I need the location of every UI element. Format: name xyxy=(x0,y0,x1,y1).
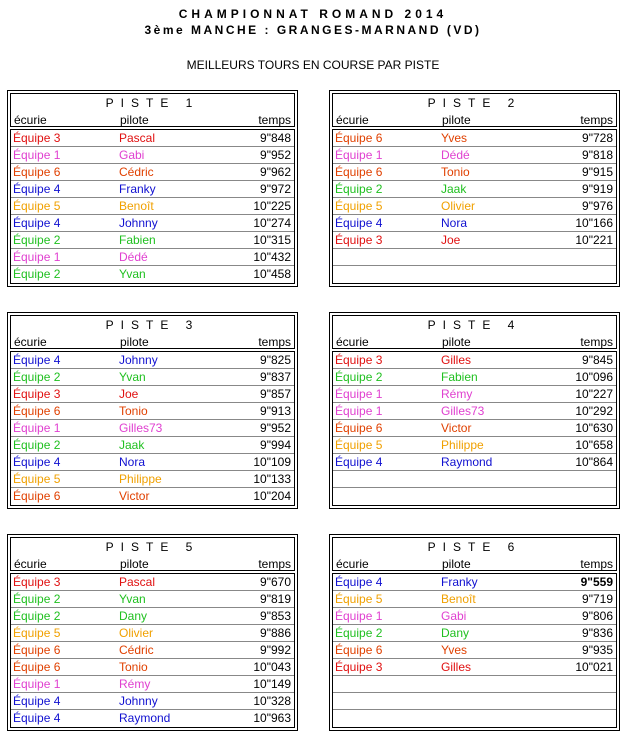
piste-header xyxy=(332,537,617,571)
time-cell: 10"864 xyxy=(575,455,613,469)
time-cell: 9"992 xyxy=(260,643,291,657)
pilot-cell: Pascal xyxy=(119,575,156,589)
team-cell: Équipe 1 xyxy=(335,387,383,401)
table-row xyxy=(11,369,294,386)
team-cell: Équipe 3 xyxy=(335,233,383,247)
pilot-cell: Gabi xyxy=(119,148,145,162)
piste-body xyxy=(332,129,617,284)
pilot-cell: Philippe xyxy=(441,438,484,452)
column-header-temps: temps xyxy=(580,335,613,349)
time-cell: 9"837 xyxy=(260,370,291,384)
column-header-ecurie: écurie xyxy=(14,557,47,571)
table-row xyxy=(11,676,294,693)
column-header-ecurie: écurie xyxy=(336,113,369,127)
pilot-cell: Tonio xyxy=(441,165,470,179)
table-row xyxy=(333,232,616,249)
piste-title: PISTE 5 xyxy=(105,540,200,554)
table-row xyxy=(11,574,294,591)
pilot-cell: Joe xyxy=(441,233,461,247)
pilot-cell: Benoît xyxy=(119,199,154,213)
table-row xyxy=(11,710,294,727)
pilot-cell: Franky xyxy=(119,182,156,196)
team-cell: Équipe 2 xyxy=(13,609,61,623)
time-cell: 9"913 xyxy=(260,404,291,418)
pilot-cell: Victor xyxy=(441,421,472,435)
time-cell: 9"559 xyxy=(580,575,613,589)
table-row xyxy=(333,352,616,369)
time-cell: 9"848 xyxy=(260,131,291,145)
table-row xyxy=(11,471,294,488)
pilot-cell: Johnny xyxy=(119,216,158,230)
pilot-cell: Johnny xyxy=(119,353,158,367)
team-cell: Équipe 5 xyxy=(335,199,383,213)
column-header-pilote: pilote xyxy=(442,557,471,571)
column-header-pilote: pilote xyxy=(442,335,471,349)
team-cell: Équipe 6 xyxy=(13,165,61,179)
pilot-cell: Dédé xyxy=(119,250,148,264)
pilot-cell: Rémy xyxy=(119,677,151,691)
piste-table-4 xyxy=(329,312,620,509)
pilot-cell: Yvan xyxy=(119,370,146,384)
piste-table-2 xyxy=(329,90,620,287)
table-row xyxy=(333,130,616,147)
column-header-temps: temps xyxy=(258,557,291,571)
team-cell: Équipe 6 xyxy=(13,404,61,418)
team-cell: Équipe 4 xyxy=(13,711,61,725)
time-cell: 9"952 xyxy=(260,421,291,435)
table-row xyxy=(333,147,616,164)
time-cell: 10"274 xyxy=(253,216,291,230)
team-cell: Équipe 6 xyxy=(335,131,383,145)
pilot-cell: Philippe xyxy=(119,472,162,486)
team-cell: Équipe 3 xyxy=(13,575,61,589)
table-row xyxy=(333,574,616,591)
piste-body xyxy=(10,129,295,284)
pilot-cell: Johnny xyxy=(119,694,158,708)
table-row xyxy=(11,659,294,676)
time-cell: 10"328 xyxy=(253,694,291,708)
time-cell: 10"630 xyxy=(575,421,613,435)
piste-header xyxy=(332,315,617,349)
time-cell: 9"719 xyxy=(582,592,613,606)
piste-table-5 xyxy=(7,534,298,731)
table-row xyxy=(11,215,294,232)
pilot-cell: Raymond xyxy=(441,455,493,469)
table-row xyxy=(11,591,294,608)
team-cell: Équipe 5 xyxy=(13,472,61,486)
column-header-temps: temps xyxy=(580,557,613,571)
pilot-cell: Pascal xyxy=(119,131,156,145)
table-row xyxy=(11,693,294,710)
pilot-cell: Jaak xyxy=(441,182,467,196)
team-cell: Équipe 4 xyxy=(13,694,61,708)
time-cell: 10"204 xyxy=(253,489,291,503)
table-row xyxy=(333,591,616,608)
table-row xyxy=(11,164,294,181)
table-row xyxy=(333,266,616,283)
pilot-cell: Tonio xyxy=(119,660,148,674)
table-row xyxy=(333,215,616,232)
pilot-cell: Nora xyxy=(441,216,468,230)
pilot-cell: Gabi xyxy=(441,609,467,623)
column-header-temps: temps xyxy=(258,113,291,127)
time-cell: 9"670 xyxy=(260,575,291,589)
time-cell: 10"096 xyxy=(575,370,613,384)
piste-body xyxy=(332,573,617,728)
pilot-cell: Victor xyxy=(119,489,150,503)
table-row xyxy=(11,130,294,147)
column-header-pilote: pilote xyxy=(120,113,149,127)
time-cell: 9"728 xyxy=(582,131,613,145)
table-row xyxy=(333,676,616,693)
team-cell: Équipe 1 xyxy=(13,250,61,264)
team-cell: Équipe 1 xyxy=(13,677,61,691)
team-cell: Équipe 2 xyxy=(13,233,61,247)
piste-body xyxy=(10,351,295,506)
team-cell: Équipe 3 xyxy=(335,660,383,674)
time-cell: 9"972 xyxy=(260,182,291,196)
team-cell: Équipe 5 xyxy=(13,199,61,213)
piste-header xyxy=(10,93,295,127)
pilot-cell: Cédric xyxy=(119,165,154,179)
column-header-ecurie: écurie xyxy=(14,113,47,127)
piste-table-1 xyxy=(7,90,298,287)
time-cell: 9"935 xyxy=(582,643,613,657)
table-row xyxy=(333,659,616,676)
time-cell: 10"658 xyxy=(575,438,613,452)
pilot-cell: Yves xyxy=(441,131,468,145)
table-row xyxy=(11,181,294,198)
table-row xyxy=(333,454,616,471)
column-header-pilote: pilote xyxy=(120,557,149,571)
time-cell: 9"853 xyxy=(260,609,291,623)
subtitle: MEILLEURS TOURS EN COURSE PAR PISTE xyxy=(186,58,440,72)
team-cell: Équipe 6 xyxy=(13,643,61,657)
table-row xyxy=(333,625,616,642)
time-cell: 10"149 xyxy=(253,677,291,691)
piste-title: PISTE 2 xyxy=(427,96,522,110)
team-cell: Équipe 4 xyxy=(13,216,61,230)
pilot-cell: Joe xyxy=(119,387,139,401)
table-row xyxy=(11,420,294,437)
pilot-cell: Gilles73 xyxy=(119,421,163,435)
team-cell: Équipe 3 xyxy=(13,131,61,145)
table-row xyxy=(333,693,616,710)
column-header-ecurie: écurie xyxy=(336,557,369,571)
team-cell: Équipe 1 xyxy=(335,404,383,418)
pilot-cell: Olivier xyxy=(119,626,154,640)
time-cell: 10"133 xyxy=(253,472,291,486)
piste-header xyxy=(10,537,295,571)
time-cell: 10"292 xyxy=(575,404,613,418)
team-cell: Équipe 4 xyxy=(13,353,61,367)
time-cell: 10"227 xyxy=(575,387,613,401)
piste-title: PISTE 3 xyxy=(105,318,200,332)
team-cell: Équipe 6 xyxy=(335,421,383,435)
table-row xyxy=(11,232,294,249)
column-header-pilote: pilote xyxy=(442,113,471,127)
team-cell: Équipe 6 xyxy=(13,489,61,503)
time-cell: 9"806 xyxy=(582,609,613,623)
table-row xyxy=(11,266,294,283)
time-cell: 9"845 xyxy=(582,353,613,367)
time-cell: 9"825 xyxy=(260,353,291,367)
table-row xyxy=(333,403,616,420)
time-cell: 9"915 xyxy=(582,165,613,179)
table-row xyxy=(333,369,616,386)
pilot-cell: Dédé xyxy=(441,148,470,162)
table-row xyxy=(11,403,294,420)
piste-header xyxy=(332,93,617,127)
table-row xyxy=(333,608,616,625)
team-cell: Équipe 1 xyxy=(13,421,61,435)
team-cell: Équipe 6 xyxy=(335,165,383,179)
pilot-cell: Fabien xyxy=(441,370,478,384)
time-cell: 10"458 xyxy=(253,267,291,281)
column-header-temps: temps xyxy=(258,335,291,349)
table-row xyxy=(333,198,616,215)
piste-body xyxy=(332,351,617,506)
time-cell: 9"952 xyxy=(260,148,291,162)
team-cell: Équipe 2 xyxy=(335,370,383,384)
table-row xyxy=(333,488,616,505)
time-cell: 10"315 xyxy=(253,233,291,247)
pilot-cell: Yves xyxy=(441,643,468,657)
pilot-cell: Dany xyxy=(441,626,470,640)
time-cell: 9"976 xyxy=(582,199,613,213)
piste-title: PISTE 4 xyxy=(427,318,522,332)
pilot-cell: Fabien xyxy=(119,233,156,247)
table-row xyxy=(333,420,616,437)
table-row xyxy=(333,471,616,488)
time-cell: 9"886 xyxy=(260,626,291,640)
table-row xyxy=(333,386,616,403)
table-row xyxy=(333,437,616,454)
team-cell: Équipe 1 xyxy=(335,609,383,623)
team-cell: Équipe 6 xyxy=(13,660,61,674)
time-cell: 9"919 xyxy=(582,182,613,196)
team-cell: Équipe 2 xyxy=(13,370,61,384)
pilot-cell: Franky xyxy=(441,575,478,589)
pilot-cell: Tonio xyxy=(119,404,148,418)
team-cell: Équipe 5 xyxy=(335,592,383,606)
team-cell: Équipe 5 xyxy=(13,626,61,640)
time-cell: 10"021 xyxy=(575,660,613,674)
time-cell: 9"994 xyxy=(260,438,291,452)
table-row xyxy=(11,488,294,505)
time-cell: 10"225 xyxy=(253,199,291,213)
pilot-cell: Dany xyxy=(119,609,148,623)
team-cell: Équipe 5 xyxy=(335,438,383,452)
pilot-cell: Benoît xyxy=(441,592,476,606)
pilot-cell: Rémy xyxy=(441,387,473,401)
team-cell: Équipe 2 xyxy=(335,626,383,640)
pilot-cell: Gilles xyxy=(441,353,472,367)
team-cell: Équipe 4 xyxy=(335,455,383,469)
time-cell: 9"819 xyxy=(260,592,291,606)
pilot-cell: Raymond xyxy=(119,711,171,725)
pilot-cell: Olivier xyxy=(441,199,476,213)
team-cell: Équipe 4 xyxy=(13,455,61,469)
round-title: 3ème MANCHE : GRANGES-MARNAND (VD) xyxy=(144,23,482,37)
table-row xyxy=(11,147,294,164)
pilot-cell: Yvan xyxy=(119,592,146,606)
table-row xyxy=(11,249,294,266)
table-row xyxy=(333,642,616,659)
championship-title: CHAMPIONNAT ROMAND 2014 xyxy=(178,7,448,21)
table-row xyxy=(11,437,294,454)
time-cell: 10"166 xyxy=(575,216,613,230)
piste-header xyxy=(10,315,295,349)
team-cell: Équipe 4 xyxy=(335,216,383,230)
time-cell: 10"109 xyxy=(253,455,291,469)
pilot-cell: Jaak xyxy=(119,438,145,452)
time-cell: 10"221 xyxy=(575,233,613,247)
piste-title: PISTE 6 xyxy=(427,540,522,554)
team-cell: Équipe 1 xyxy=(13,148,61,162)
piste-title: PISTE 1 xyxy=(105,96,200,110)
team-cell: Équipe 3 xyxy=(335,353,383,367)
team-cell: Équipe 2 xyxy=(13,438,61,452)
team-cell: Équipe 4 xyxy=(13,182,61,196)
time-cell: 9"818 xyxy=(582,148,613,162)
time-cell: 10"432 xyxy=(253,250,291,264)
pilot-cell: Gilles xyxy=(441,660,472,674)
pilot-cell: Nora xyxy=(119,455,146,469)
table-row xyxy=(11,625,294,642)
team-cell: Équipe 2 xyxy=(13,267,61,281)
piste-body xyxy=(10,573,295,728)
time-cell: 9"962 xyxy=(260,165,291,179)
time-cell: 10"043 xyxy=(253,660,291,674)
team-cell: Équipe 1 xyxy=(335,148,383,162)
table-row xyxy=(333,181,616,198)
pilot-cell: Yvan xyxy=(119,267,146,281)
table-row xyxy=(11,198,294,215)
team-cell: Équipe 2 xyxy=(335,182,383,196)
table-row xyxy=(11,352,294,369)
piste-table-3 xyxy=(7,312,298,509)
time-cell: 10"963 xyxy=(253,711,291,725)
team-cell: Équipe 2 xyxy=(13,592,61,606)
column-header-ecurie: écurie xyxy=(14,335,47,349)
pilot-cell: Gilles73 xyxy=(441,404,485,418)
table-row xyxy=(333,249,616,266)
team-cell: Équipe 4 xyxy=(335,575,383,589)
column-header-pilote: pilote xyxy=(120,335,149,349)
column-header-temps: temps xyxy=(580,113,613,127)
table-row xyxy=(11,454,294,471)
pilot-cell: Cédric xyxy=(119,643,154,657)
time-cell: 9"857 xyxy=(260,387,291,401)
time-cell: 9"836 xyxy=(582,626,613,640)
table-row xyxy=(11,386,294,403)
table-row xyxy=(333,710,616,727)
table-row xyxy=(11,642,294,659)
table-row xyxy=(11,608,294,625)
team-cell: Équipe 6 xyxy=(335,643,383,657)
table-row xyxy=(333,164,616,181)
column-header-ecurie: écurie xyxy=(336,335,369,349)
piste-table-6 xyxy=(329,534,620,731)
team-cell: Équipe 3 xyxy=(13,387,61,401)
